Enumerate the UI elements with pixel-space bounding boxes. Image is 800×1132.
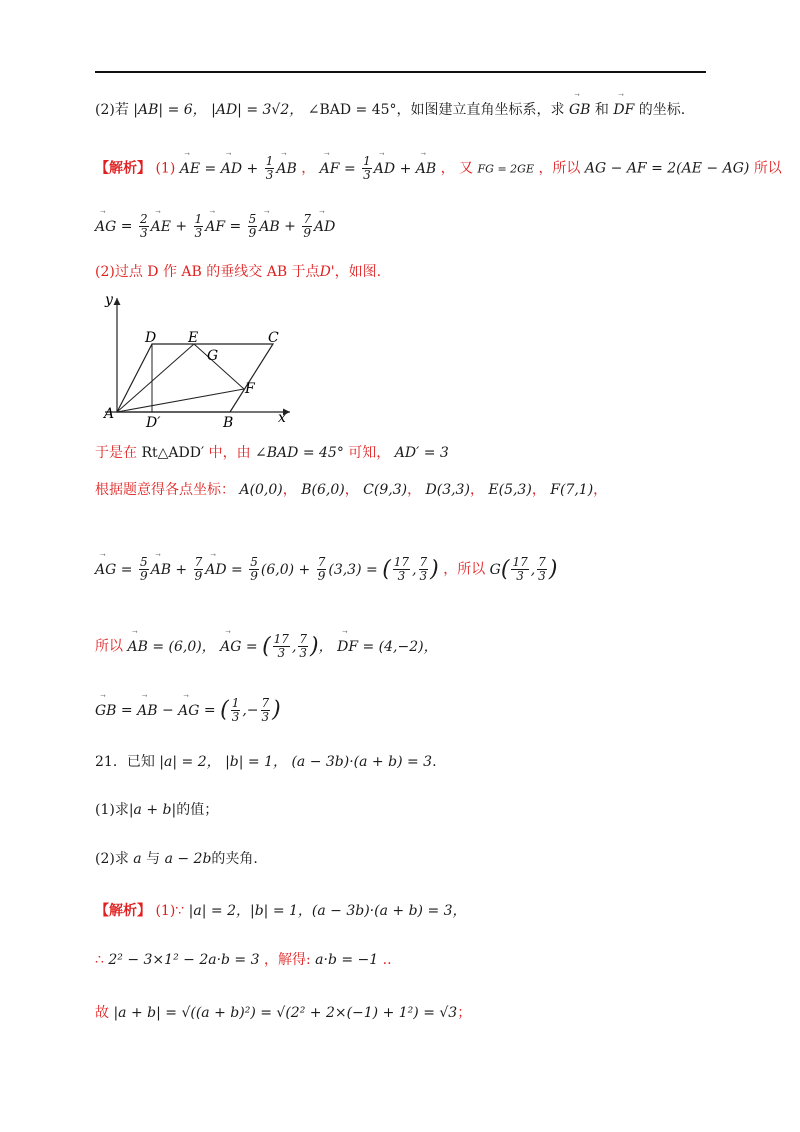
s21-semi: ； <box>457 1005 472 1021</box>
target-df: ⃗ DF <box>613 100 634 120</box>
final-vectors-line <box>95 633 438 660</box>
rt-triangle-line <box>95 443 449 463</box>
ag-result: ⃗ AG = $\frac{2}{3}$ ⃗ AE + $\frac{1}{3}$ ⃗ AF = $\frac{5}{9}$ ⃗ AB + $\frac{7}{9}$ ⃗ AD <box>95 213 335 240</box>
coord-d: D(3,3) <box>425 482 470 498</box>
q21-p1-prefix: (1)求 <box>95 802 129 818</box>
ag-relation: AG − AF = 2(AE − AG) <box>584 160 750 177</box>
q21-cond-a: |a| = 2， <box>159 754 221 770</box>
sol1-suoyi2: 所以 <box>753 160 782 177</box>
label-g: G <box>207 348 219 364</box>
rt-ad-length: AD′ = 3 <box>394 445 449 461</box>
q21-p2-expr: a − 2b <box>164 851 212 867</box>
q21-p2-end: 的夹角. <box>211 851 258 867</box>
label-d: D <box>145 330 157 346</box>
part2-cond-ab: |AB| = 6， <box>133 102 207 118</box>
question-21-part2 <box>95 849 258 869</box>
q21-p1-end: 的值； <box>176 802 219 818</box>
part2-and: 和 <box>594 102 609 118</box>
part2-suffix: 的坐标. <box>638 102 686 118</box>
solution-part2 <box>95 262 381 282</box>
sol2-dprime: D' <box>319 264 335 280</box>
segment-ae <box>117 344 194 412</box>
label-b: B <box>223 415 234 430</box>
coord-c: C(9,3) <box>363 482 408 498</box>
coordinates-line: 根据题意得各点坐标： A(0,0)， B(6,0)， C(9,3)， D(3,3)， E(5,3)， F(7,1)， <box>95 482 608 498</box>
sol1-you: 又 <box>459 160 474 177</box>
label-e: E <box>188 330 199 346</box>
s21-solve: ，解得: <box>263 952 311 968</box>
label-a: A <box>104 406 115 422</box>
coord-a: A(0,0) <box>239 482 283 498</box>
header-rule <box>95 71 706 73</box>
coord-f: F(7,1) <box>550 482 594 498</box>
question-21 <box>95 752 437 772</box>
s21-result: a·b = −1 <box>315 952 379 968</box>
s21-equation: 2² − 3×1² − 2a·b = 3 <box>108 952 260 968</box>
q21-p2-prefix: (2)求 <box>95 851 129 867</box>
problem-part2 <box>95 100 685 120</box>
q21-p2-yu: 与 <box>146 851 161 867</box>
gb-vector-line: ⃗ GB = ⃗ AB − ⃗ AG = ( $\frac{1}{3}$ ,− $\frac{7}{3}$ ) <box>95 697 281 724</box>
q21-number: 21．已知 <box>95 754 155 770</box>
s21-therefore: ∴ <box>95 952 104 968</box>
s21-dots: .. <box>382 952 392 968</box>
rt-text2: 中，由 <box>208 445 251 461</box>
label-x: x <box>278 410 286 426</box>
s21-gu: 故 <box>95 1005 109 1021</box>
parallelogram-abcd <box>117 344 273 412</box>
ag-coordinate-line <box>95 556 557 583</box>
q21-end: . <box>432 754 437 770</box>
coord-e: E(5,3) <box>488 482 532 498</box>
ag-computation: ⃗ AG = $\frac{5}{9}$ ⃗ AB + $\frac{7}{9}$ ⃗ AD = $\frac{5}{9}$ (6,0) + $\frac{7}{9}$ (3,3) = ( $\frac{17}{3}$ , $\frac{7}{3}$ ) <box>95 562 443 578</box>
ag-vector: ⃗ AG = ( $\frac{17}{3}$ , $\frac{7}{3}$ )， <box>220 639 333 655</box>
ab-vector: ⃗ AB = (6,0)， <box>127 639 215 655</box>
solution-21-line-2 <box>95 950 392 970</box>
sol2-text: (2)过点 D 作 AB 的垂线交 AB 于点 <box>95 264 320 280</box>
rt-text1: 于是在 <box>95 445 137 461</box>
s21-final: |a + b| = √((a + b)²) = √(2² + 2×(−1) + 1²) = √3 <box>113 1005 458 1021</box>
label-f: F <box>245 381 255 397</box>
rt-text3: 可知， <box>348 445 391 461</box>
s21-prefix: (1)∵ <box>155 903 185 919</box>
sol2-end: ，如图. <box>334 264 382 280</box>
final-suoyi: 所以 <box>95 638 123 655</box>
q21-p2-a: a <box>133 851 142 867</box>
fg-relation: FG = 2GE <box>477 162 534 176</box>
g-point: G( $\frac{17}{3}$ , $\frac{7}{3}$ ) <box>489 555 558 583</box>
part2-cond-ad: |AD| = 3√2， <box>211 102 304 118</box>
label-d-prime: D′ <box>146 415 161 430</box>
coords-label: 根据题意得各点坐标： <box>95 482 235 498</box>
target-gb: ⃗ GB <box>569 100 590 120</box>
solution-21-line-1 <box>95 901 467 921</box>
coord-b: B(6,0) <box>301 482 345 498</box>
af-expression: ⃗ AF = $\frac{1}{3}$ ⃗ AD + ⃗ AB <box>320 161 441 177</box>
ag-suoyi: ，所以 <box>443 561 486 578</box>
solution-21-tag: 【解析】 <box>95 903 151 919</box>
part2-prefix: (2)若 <box>95 102 129 118</box>
solution-21-line-3 <box>95 1003 471 1023</box>
sol1-prefix: (1) <box>155 160 176 177</box>
rt-triangle: Rt△ADD′ <box>141 445 205 461</box>
s21-conditions: |a| = 2，|b| = 1，(a − 3b)·(a + b) = 3， <box>188 903 467 919</box>
segment-af <box>117 389 244 412</box>
part2-cond-angle: ∠BAD = 45°，如图建立直角坐标系，求 <box>307 102 565 118</box>
solution-line-1: 【解析】 (1) ⃗ AE = ⃗ AD + $\frac{1}{3}$ ⃗ AB ， ⃗ AF = $\frac{1}{3}$ ⃗ AD + ⃗ AB ， 又 FG = 2GE ，所以 AG − AF = 2(AE − AG) 所以 <box>95 155 782 182</box>
label-c: C <box>268 330 279 346</box>
sol1-suoyi: ，所以 <box>538 160 581 177</box>
segment-ef <box>194 344 244 389</box>
q21-cond-c: (a − 3b)·(a + b) = 3 <box>291 754 433 770</box>
parallelogram-figure <box>90 290 300 430</box>
ae-expression: ⃗ AE = ⃗ AD + $\frac{1}{3}$ ⃗ AB <box>180 161 301 177</box>
solution-tag: 【解析】 <box>95 160 151 177</box>
df-vector: ⃗ DF = (4,−2)， <box>337 639 438 655</box>
q21-p1-expr: |a + b| <box>128 802 177 818</box>
rt-angle: ∠BAD = 45° <box>255 445 344 461</box>
label-y: y <box>105 292 113 308</box>
q21-cond-b: |b| = 1， <box>225 754 287 770</box>
question-21-part1 <box>95 800 218 820</box>
